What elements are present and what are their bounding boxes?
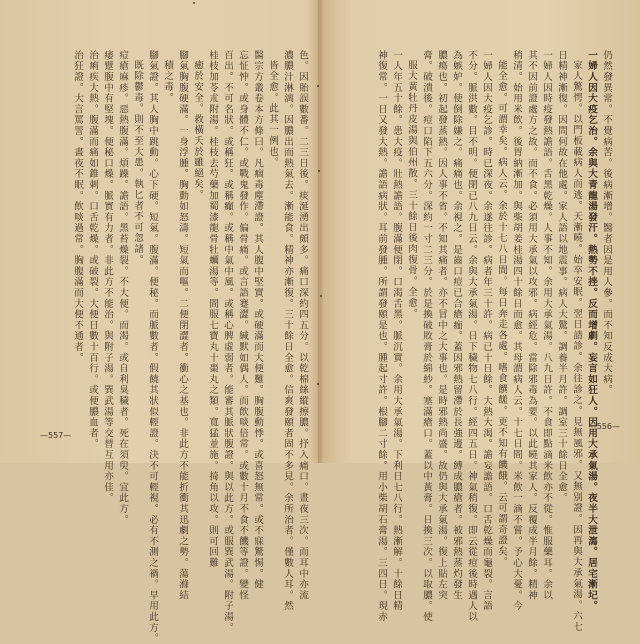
paper-speck bbox=[317, 383, 319, 385]
text-column: 一人年五十餘。患大疫。壯熱譫語。腹滿便閉。口渴舌黑。脈沉實。余用大承氣湯。下利日七八行。熱漸解。十餘日精 bbox=[391, 50, 402, 612]
text-column: 積之毒。 bbox=[162, 60, 173, 104]
right-page bbox=[320, 0, 640, 633]
text-column: 日精神漸復。因問何故在他處。家人語以地震事。病人大驚。調養半月許。調室三十餘日全愈。 bbox=[556, 50, 567, 504]
text-column: 一婦人因時疫發熱譫語。舌黑乾燥。人事不知。余用大承氣湯。八九日許。不食即點滴米飲亦不從。惟服藥耳。余以 bbox=[541, 50, 552, 601]
text-column: 既除鬱毒。則不至大患。執匕者不可忽諸。 bbox=[132, 60, 143, 266]
text-column: 其不因前證處方之故。而不食。必須用大承氣以攻邪。病經危。當除邪毒為要。以此曉其家人。反覆成半月餘。精神 bbox=[526, 50, 537, 601]
text-column: 腳氣證。其人胸中跳動。心下硬。短氣。腹滿。便秘。而脈數者。假饒其狀似輕證。決不可輕視。必有不測之禍。早用此方。 bbox=[147, 50, 158, 644]
text-column: 一婦人因大疫乞診。時已深夜。余遂往診。病者年三十許。病已十日餘。大熱大渴。譫妄譫語。口舌乾燥而龜裂。言語 bbox=[481, 50, 492, 612]
text-column: 能全愈。可謂幸矣。病人云。余於十七八日間。每日奔走各處。嗜食饌饈。更不知有饑餓。云可謂奇證矣。 bbox=[496, 60, 507, 568]
text-column: 家人驚愕。以門板載病人而逃。天漸曉。始卒安眠。翌日請診。余往診之。見無風邪。又無別證。因再與大承氣湯。六七 bbox=[571, 60, 582, 633]
book-gutter bbox=[318, 0, 319, 463]
text-column: 腳氣胸腹硬滿。一身浮腫。胸動如怒濤。短氣而嘔。二便閉澀者。衝心之基也。非此方不能折衝其迅劇之勢。蕩滌結 bbox=[177, 50, 188, 601]
text-column: 醫宗方叢卷本方條曰。凡痼毒塵滯證。其人腹中堅實。或硬滿而大便難。胸腹動悸。或喜怒無常。或不寐驚惕。健 bbox=[252, 50, 263, 590]
text-column: 治狂證。大言罵詈。晝夜不眠。飲啖過常。胸腹滿而大便不通者。 bbox=[72, 50, 83, 364]
paper-speck bbox=[317, 85, 319, 87]
text-column: 癒於安全。救橫夭於雖絕矣。 bbox=[192, 60, 203, 201]
text-column: 治痢疾大熱。腹滿而痛如錐刺。口舌乾燥。或破裂。大便日數十百行。或便膿血者。 bbox=[87, 50, 98, 450]
text-column: 服大黃牡丹皮湯與伯州散。三十餘日後肉復骨。全愈。 bbox=[406, 60, 417, 320]
text-column: 不分。脈洪數。目不明。便閉已八九日云。余與大承氣湯。日下穢物七八行。經四五日。神氣稍復。即云從痘後時遇人以 bbox=[466, 50, 477, 623]
text-column: 色。因貽誤數番。二三日後。痰涎湧出頗多。痛口深約四五分。以乾棉絲縱擦膿。抒入痛口。晝夜三次。而耳中亦流 bbox=[297, 50, 308, 601]
text-column: 忘怔忡。或身體不仁。或戰鬼發作。偏骨痛。或言語蹇澀。緘默如偶人。而飲啖倍常。或數十月不食不饑等證。變怪 bbox=[237, 50, 248, 601]
text-column: 痿躄腹中有堅塊。便秘口燥。脈實有力者。非此方不能治。與附子湯。巽武湯等交替互用亦佳。 bbox=[102, 50, 113, 504]
text-column: 仍然發異常。不覺病苦。後病漸增。醫者因是用人參。而不知反成大病。 bbox=[601, 50, 612, 396]
text-column: 桂枝加苓朮附湯。桂枝去芍藥加蜀漆龍骨牡蠣湯等。間服七寶丸十棗丸之類。寬猛並施。掎角以攻。則可回難 bbox=[207, 50, 218, 569]
paper-speck bbox=[320, 295, 322, 297]
page-number: —556— bbox=[588, 422, 620, 431]
text-column: 百出。不可名狀。或稱狂。或稱癲。或稱中氣中風。或稱心脾虛弱者。能審其脈狀腹證。與以此方。或服巽武湯。附子湯。 bbox=[222, 50, 233, 634]
page-number: —557— bbox=[40, 431, 72, 440]
text-column: 神復常。一日又發大熱。譫語病狀。耳前發腫。所謂發頤是也。腫起寸許。根腳二寸餘。用小柴胡石膏湯。三四日。現赤 bbox=[376, 50, 387, 623]
text-column: 濃膿汁淋漓。因膿出而熱氣去。漸能食。精神亦漸復。三十餘日全愈。信爽發頤者固不多見。余所治者。僅數人耳。然 bbox=[282, 50, 293, 612]
text-column: 稍清。始用米飲。後胃納漸加。與柴胡姜桂湯四十餘日而愈。其母謂病人云。十七日間。米飲一滴不嘗。予心大憂。今 bbox=[511, 50, 522, 612]
text-column: 膏。破潰後。痘口陷下五六分。深約一寸二三分。於是換破敗膏於綿紗。塞滿瘡口。蓋以中黃膏。日換三次。以取膿。使 bbox=[421, 50, 432, 623]
text-column: 痘瘡麻疹。惡熱腹滿。煩躁。譫語。黑苔燥裂。不大便。而渴。或自利臭穢者。死在須臾。宜此方。 bbox=[117, 50, 128, 526]
paper-speck bbox=[318, 170, 320, 172]
text-column: 膿瘍也。初起發蒸熱。因人事不省。不知其痛者。亦不冒中之大事也。是時邪熱尚盛。故仍與大承氣湯。復上貼左突 bbox=[436, 50, 447, 601]
text-column: 一婦人因大疫乞治。余與大青龍湯發汗。熱勢不挫。反而增劇。妄言如狂人。因用大承氣湯。夜半大泄瀉。居宅漸圮。 bbox=[586, 50, 597, 612]
text-column: 為嫉妒。使倒除嫌之。痛痛也。余視之。是齒口痘已合瘡痂。蓋因邪熱留滯於長強邊。縛成膿瘡者。被邪熱蒸灼發生 bbox=[451, 50, 462, 601]
text-column: 皆全愈。此其一例也。 bbox=[267, 60, 278, 168]
paper-speck bbox=[193, 2, 195, 4]
